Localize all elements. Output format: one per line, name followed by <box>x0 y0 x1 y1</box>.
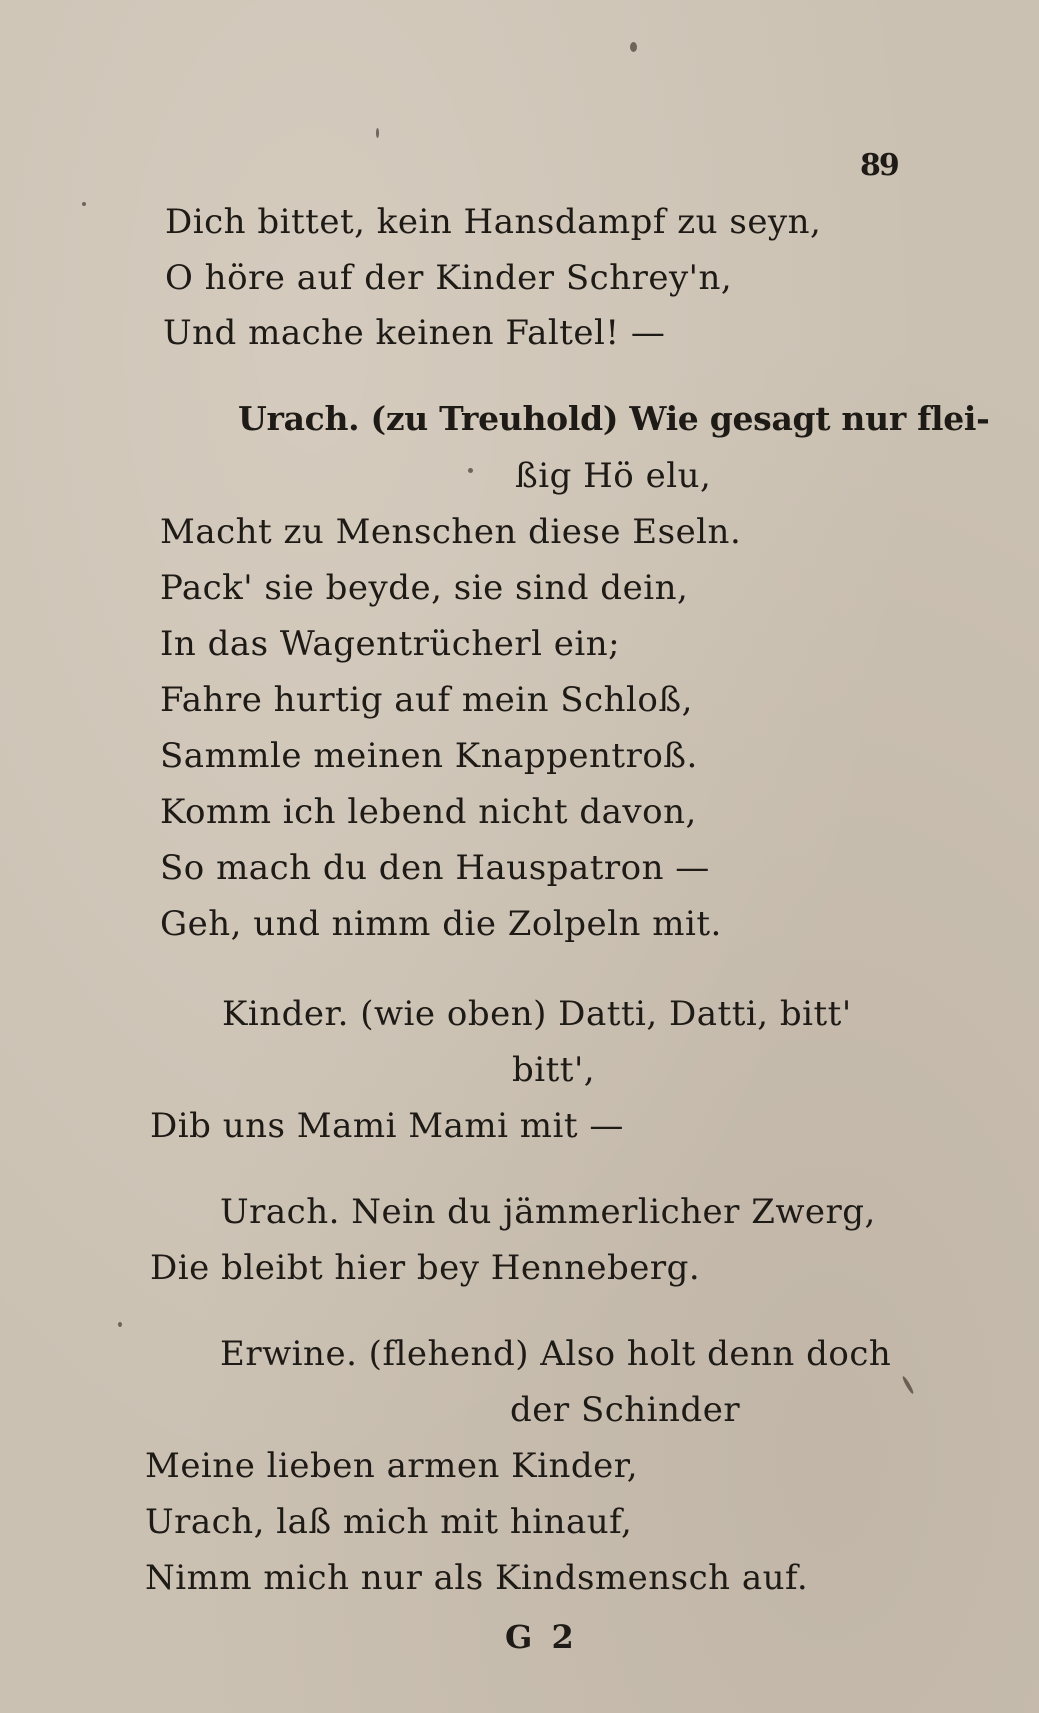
verse-line: Urach, laß mich mit hinauf, <box>145 1502 633 1542</box>
verse-line: Meine lieben armen Kinder, <box>145 1446 639 1486</box>
speaker-line: Kinder. (wie oben) Datti, Datti, bitt' <box>222 994 852 1034</box>
verse-line: Sammle meinen Knappentroß. <box>160 736 698 776</box>
verse-line-continuation: ßig Hö elu, <box>515 456 712 496</box>
speaker-line: Erwine. (flehend) Also holt denn doch <box>220 1334 892 1374</box>
page-number: 89 <box>860 148 898 183</box>
ink-spot <box>630 42 637 52</box>
verse-line: Macht zu Menschen diese Eseln. <box>160 512 742 552</box>
verse-line-continuation: bitt', <box>512 1050 596 1090</box>
verse-line: Die bleibt hier bey Henneberg. <box>150 1248 701 1288</box>
verse-line: Dich bittet, kein Hansdampf zu seyn, <box>165 202 822 242</box>
verse-line: Komm ich lebend nicht davon, <box>160 792 697 832</box>
ink-spot <box>82 202 86 206</box>
ink-spot <box>468 468 473 473</box>
verse-line: Pack' sie beyde, sie sind dein, <box>160 568 689 608</box>
verse-line: So mach du den Hauspatron — <box>160 848 710 888</box>
speaker-line: Urach. Nein du jämmerlicher Zwerg, <box>220 1192 876 1232</box>
signature-mark: G 2 <box>505 1618 578 1656</box>
ink-spot <box>376 128 379 138</box>
verse-line: Nimm mich nur als Kindsmensch auf. <box>145 1558 809 1598</box>
verse-line: Fahre hurtig auf mein Schloß, <box>160 680 693 720</box>
speaker-line: Urach. (zu Treuhold) Wie gesagt nur flei- <box>238 399 990 438</box>
ink-spot <box>901 1375 914 1394</box>
verse-line: O höre auf der Kinder Schrey'n, <box>165 258 733 298</box>
verse-line-continuation: der Schinder <box>510 1390 741 1430</box>
verse-line: Und mache keinen Faltel! — <box>163 313 666 353</box>
verse-line: Geh, und nimm die Zolpeln mit. <box>160 904 722 944</box>
verse-line: In das Wagentrücherl ein; <box>160 624 621 664</box>
ink-spot <box>118 1322 122 1327</box>
verse-line: Dib uns Mami Mami mit — <box>150 1106 624 1146</box>
